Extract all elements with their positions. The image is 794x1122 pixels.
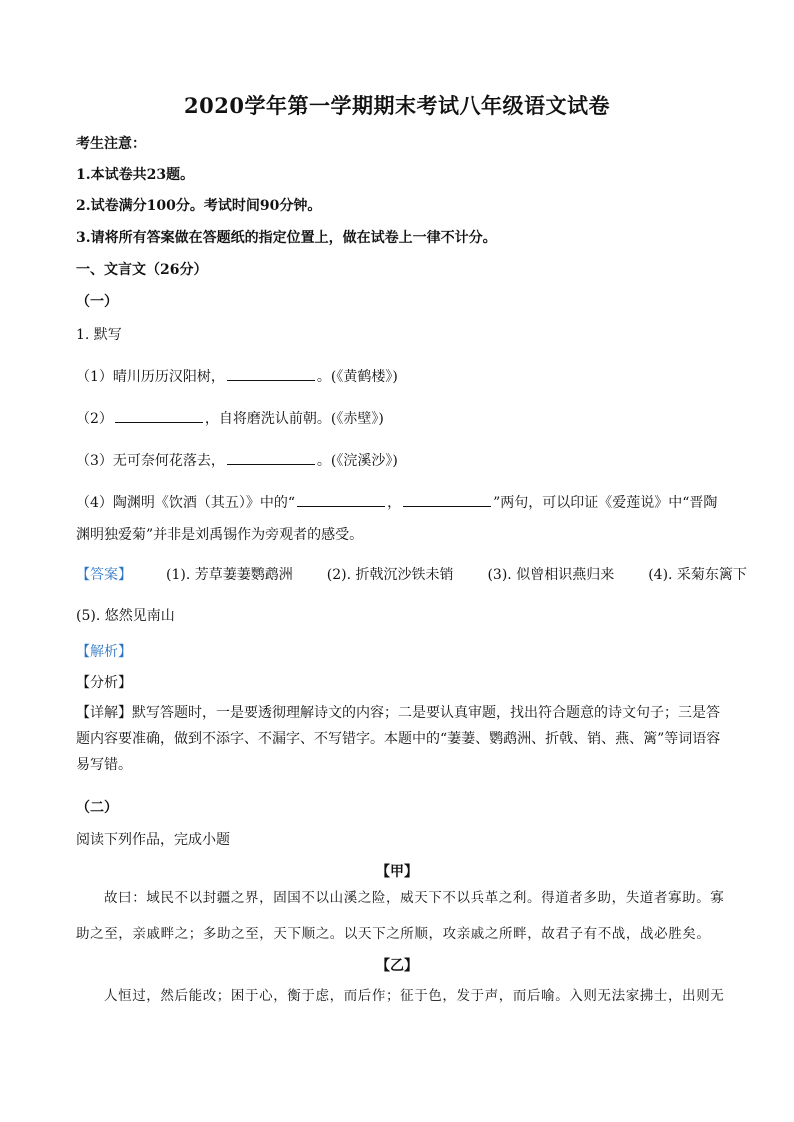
fenxi-label: 【分析】: [76, 675, 132, 691]
detail-label: 【详解】: [76, 705, 132, 721]
q1-item-2-pre: （2）: [76, 411, 113, 427]
q1-item-4-post: ”两句，可以印证《爱莲说》中“晋陶: [493, 495, 718, 511]
jia-label: 【甲】: [376, 864, 418, 880]
answer-blank: [115, 421, 203, 423]
answer-row: [76, 564, 747, 584]
section-heading: 一、文言文（26分）: [76, 262, 208, 278]
answer-blank: [227, 463, 315, 465]
q1-item-4-mid: ，: [387, 495, 402, 511]
answer-1: (1). 芳草萋萋鹦鹉洲: [166, 567, 293, 583]
yi-label: 【乙】: [376, 958, 418, 974]
answer-label: 【答案】: [76, 567, 132, 583]
q1-item-1: [76, 366, 398, 386]
answer-5: (5). 悠然见南山: [76, 608, 175, 624]
page-title: 2020学年第一学期期末考试八年级语文试卷: [184, 93, 610, 118]
yi-text: 人恒过，然后能改；困于心，衡于虑，而后作；征于色，发于声，而后喻。入则无法家拂士，出则无: [104, 988, 725, 1004]
q1-item-4: [76, 492, 717, 512]
detail-paragraph: [76, 700, 724, 778]
q1-item-2: [76, 408, 384, 428]
notice-item-2: 2.试卷满分100分。考试时间90分钟。: [76, 198, 322, 214]
q1-item-2-post: ，自将磨洗认前朝。(《赤壁》): [204, 411, 384, 427]
answer-2: (2). 折戟沉沙铁未销: [326, 567, 454, 583]
answer-3: (3). 似曾相识燕归来: [487, 567, 615, 583]
q1-item-3-pre: （3）无可奈何花落去，: [76, 453, 225, 469]
reading-instruction: 阅读下列作品，完成小题: [76, 832, 230, 848]
answer-blank: [227, 379, 315, 381]
notice-item-1: 1.本试卷共23题。: [76, 167, 195, 183]
q1-item-1-pre: （1）晴川历历汉阳树，: [76, 369, 225, 385]
answer-blank: [403, 505, 491, 507]
notice-item-3: 3.请将所有答案做在答题纸的指定位置上，做在试卷上一律不计分。: [76, 230, 497, 246]
q1-item-3: [76, 450, 398, 470]
analysis-label: 【解析】: [76, 644, 132, 660]
notice-heading: 考生注意：: [76, 136, 146, 152]
part-one-label: （一）: [76, 294, 118, 310]
q1-item-1-post: 。(《黄鹤楼》): [316, 369, 398, 385]
q1-item-4-pre: （4）陶渊明《饮酒（其五）》中的“: [76, 495, 296, 511]
part-two-label: （二）: [76, 800, 118, 816]
answer-blank: [297, 505, 385, 507]
q1-item-3-post: 。(《浣溪沙》): [316, 453, 398, 469]
question-1-label: 1. 默写: [76, 327, 122, 343]
answer-4: (4). 采菊东篱下: [648, 567, 747, 583]
detail-text: 默写答题时，一是要透彻理解诗文的内容；二是要认真审题，找出符合题意的诗文句子；三是答题内容要准确，做到不添字、不漏字、不写错字。本题中的“萋萋、鹦鹉洲、折戟、销、燕、篱”等词语容易写错。: [76, 705, 721, 773]
jia-text: 故曰：域民不以封疆之界，固国不以山溪之险，威天下不以兵革之利。得道者多助，失道者寡助。寡助之至，亲戚畔之；多助之至，天下顺之。以天下之所顺，攻亲戚之所畔，故君子有不战，战必胜矣。: [76, 890, 725, 942]
q1-item-4-line2: 渊明独爱菊”并非是刘禹锡作为旁观者的感受。: [76, 527, 364, 543]
